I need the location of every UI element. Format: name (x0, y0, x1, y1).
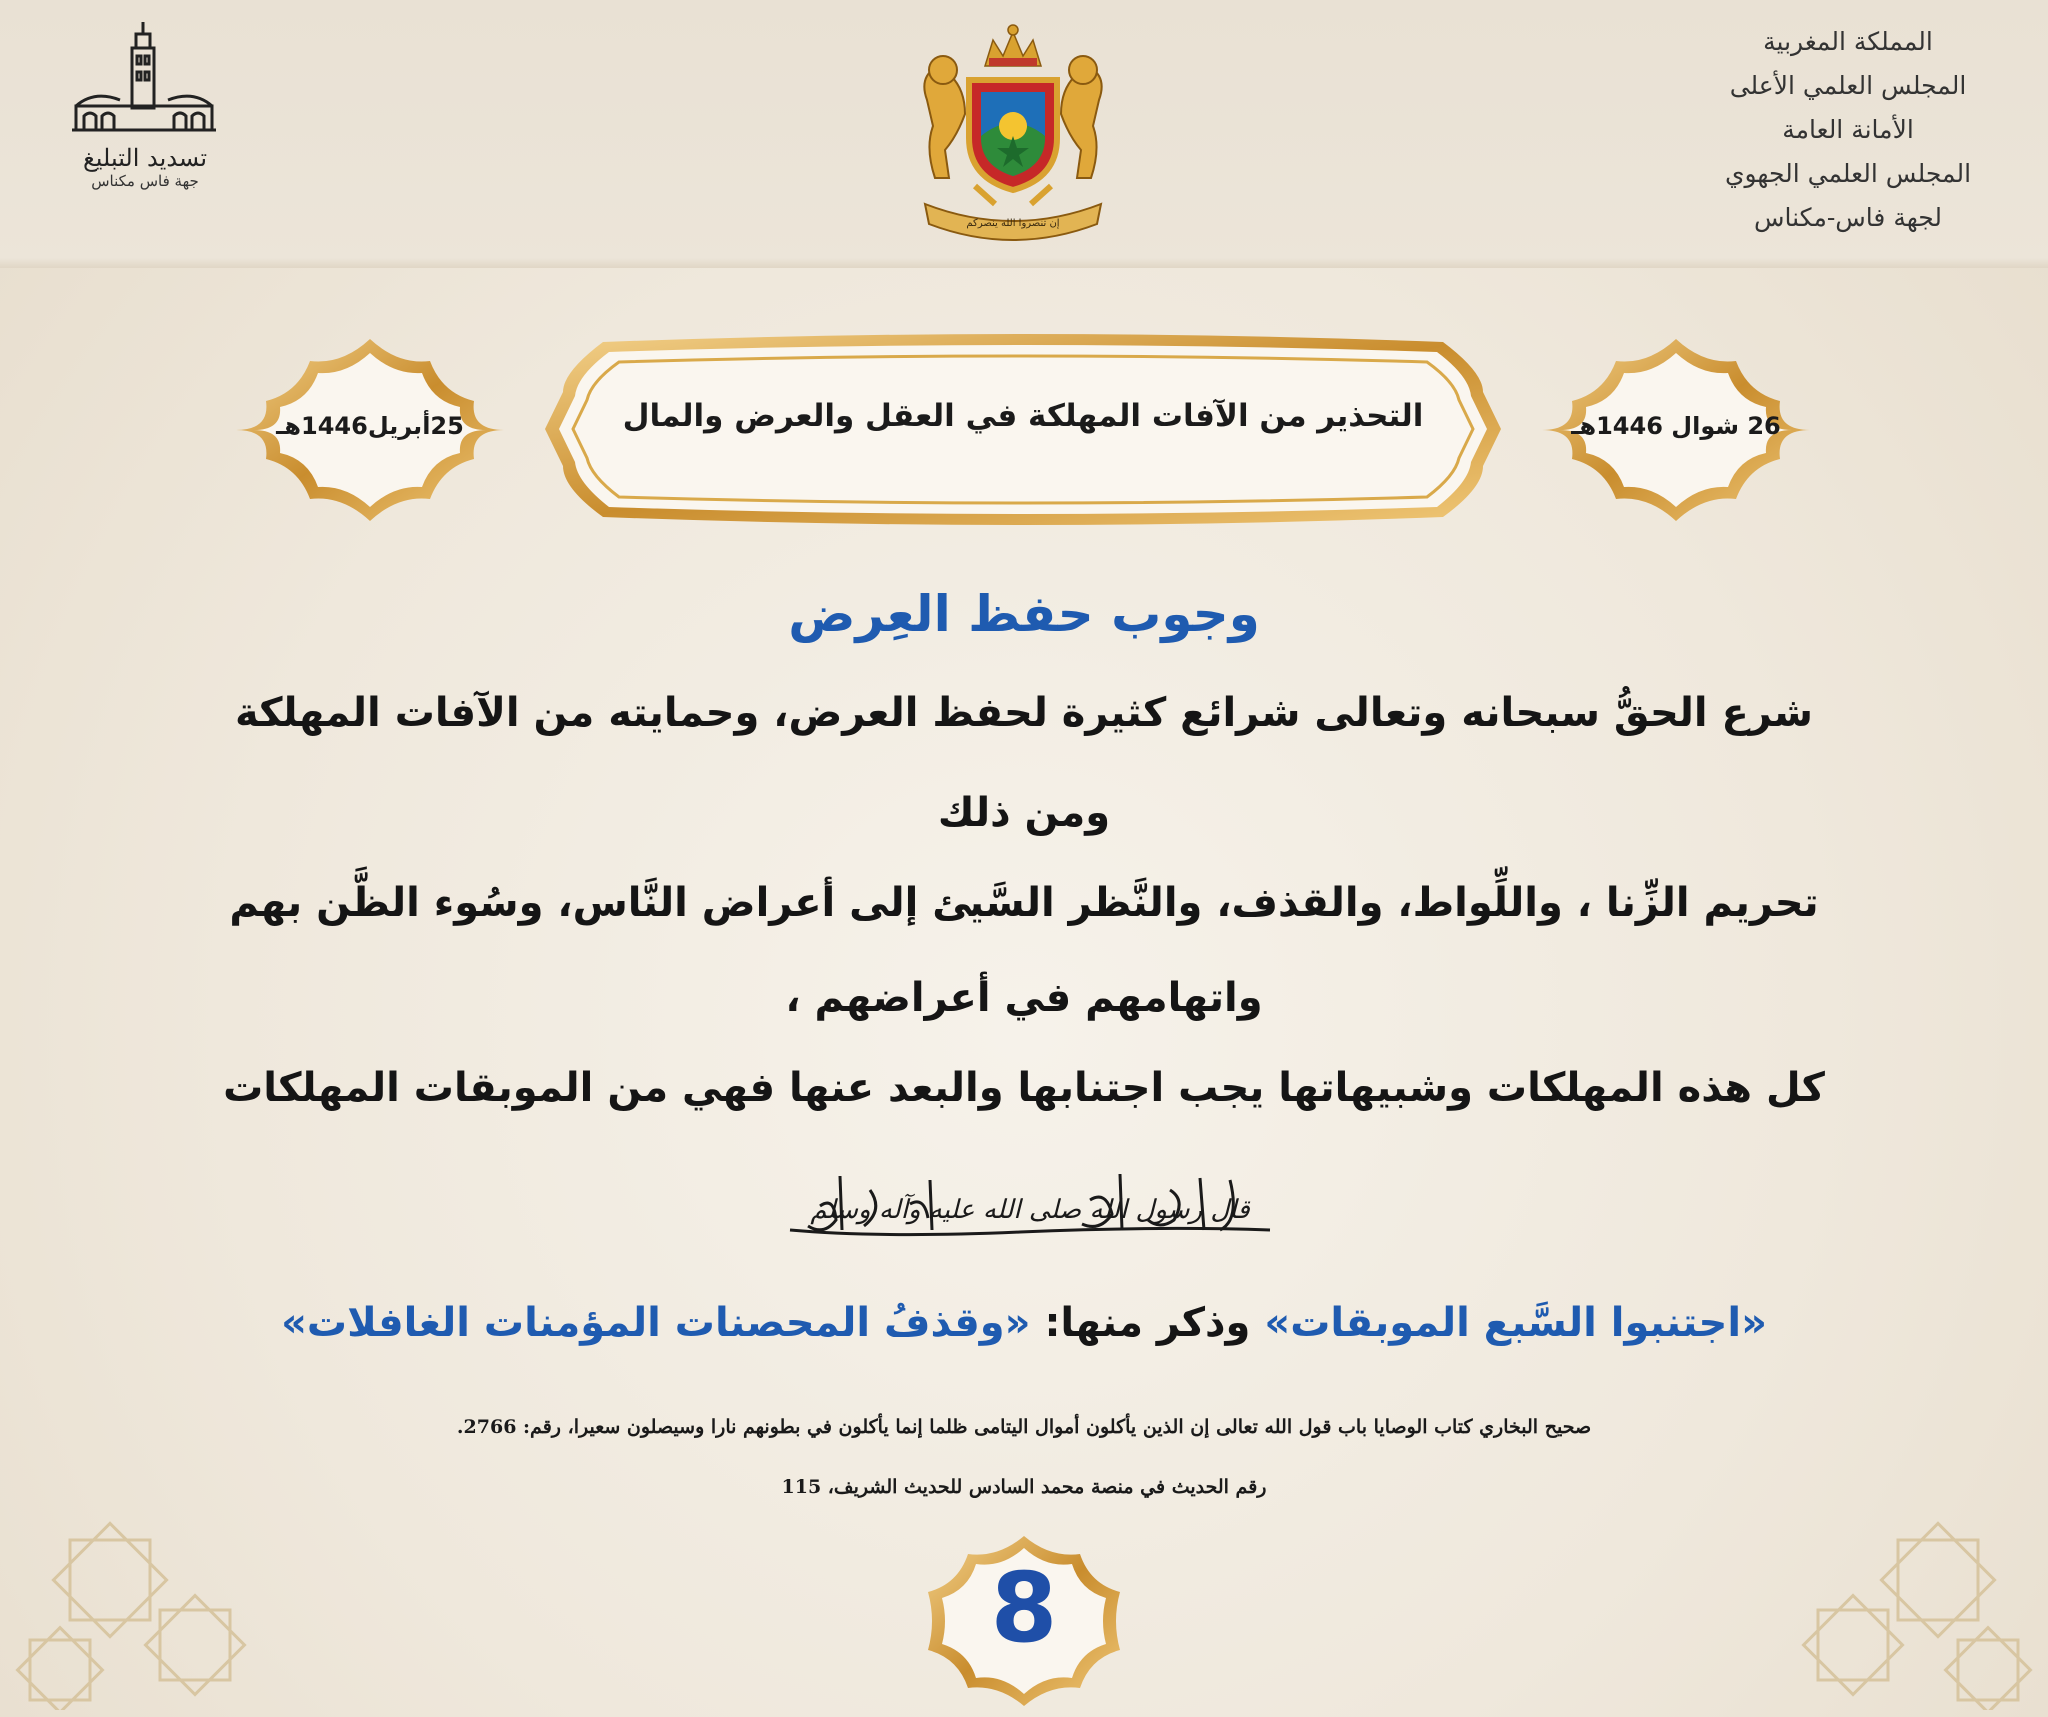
institution-line: المجلس العلمي الأعلى (1729, 71, 1967, 100)
date-gregorian: 25أبريل1446هـ (276, 412, 464, 440)
body-line: ومن ذلك (937, 790, 1111, 836)
star-ornament-icon (1778, 1500, 2038, 1710)
body-line: شرع الحقُّ سبحانه وتعالى شرائع كثيرة لحفظ العرض، وحمايته من الآفات المهلكة (234, 690, 1814, 736)
body-line: واتهامهم في أعراضهم ، (785, 975, 1263, 1021)
institution-block (1698, 20, 1998, 240)
coat-of-arms-icon (905, 18, 1121, 248)
institution-line: الأمانة العامة (1782, 115, 1914, 144)
institution-line: لجهة فاس-مكناس (1753, 203, 1943, 232)
body-line: كل هذه المهلكات وشبيهاتها يجب اجتنابها والبعد عنها فهي من الموبقات المهلكات (223, 1065, 1825, 1111)
hadith-quote-2: «وقذفُ المحصنات المؤمنات الغافلات» (281, 1300, 1031, 1346)
logo-title: تسديد التبليغ (82, 144, 208, 172)
reference-source: صحيح البخاري كتاب الوصايا باب قول الله تعالى إن الذين يأكلون أموال اليتامى ظلما إنما يأكلون في بطونهم نارا وسيصلون سعيرا، رقم: 2766. (456, 1416, 1592, 1438)
hadith-quote-1: «اجتنبوا السَّبع الموبقات» (1264, 1300, 1767, 1346)
star-ornament-icon (10, 1500, 270, 1710)
institution-line: المملكة المغربية (1763, 27, 1933, 56)
body-line: تحريم الزِّنا ، واللِّواط، والقذف، والنَّظر السَّيئ إلى أعراض النَّاس، وسُوء الظَّن بهم (229, 880, 1819, 926)
hadith-line (0, 1300, 2048, 1346)
mosque-icon (70, 20, 220, 140)
date-hijri: 26 شوال 1446هـ (1571, 412, 1781, 440)
reference-platform: رقم الحديث في منصة محمد السادس للحديث الشريف، 115 (781, 1476, 1267, 1498)
hadith-connector: وذكر منها: (1044, 1300, 1251, 1346)
page-number: 8 (990, 1552, 1058, 1664)
calligraphy-prophet-salutation (760, 1160, 1300, 1250)
section-heading: وجوب حفظ العِرض (788, 585, 1260, 643)
calligraphy-text: قال رسول الله صلى الله عليه وآله وسلم (810, 1195, 1250, 1225)
tasdid-logo (60, 20, 230, 190)
institution-line: المجلس العلمي الجهوي (1724, 159, 1972, 188)
logo-subtitle: جهة فاس مكناس (91, 172, 199, 190)
coat-of-arms-motto: إن تنصروا الله ينصركم (966, 218, 1060, 229)
title-banner-text: التحذير من الآفات المهلكة في العقل والعرض والمال (622, 398, 1424, 434)
